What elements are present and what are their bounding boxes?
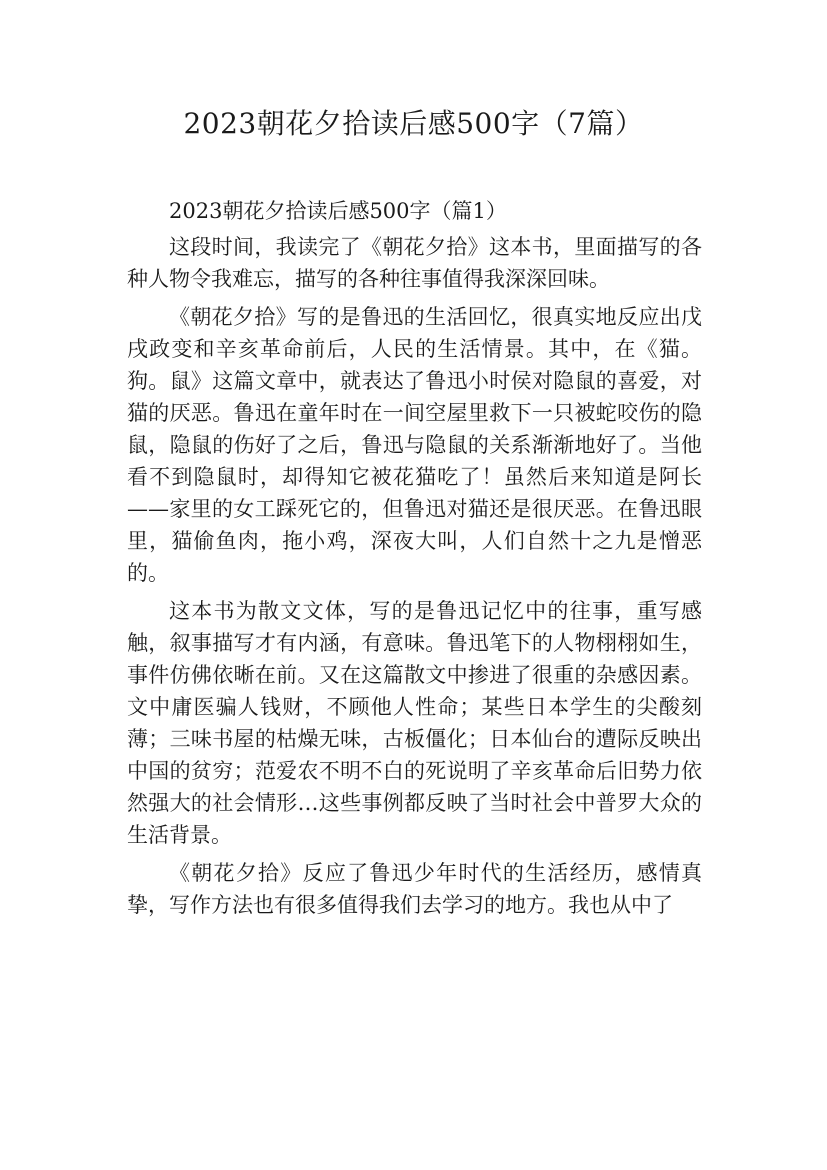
paragraph-4: 《朝花夕拾》反应了鲁迅少年时代的生活经历，感情真挚，写作方法也有很多值得我们去学习的地方。我也从中了 xyxy=(127,861,702,917)
section-heading: 2023朝花夕拾读后感500字（篇1） xyxy=(169,199,507,223)
document-body xyxy=(127,195,702,927)
paragraph-1: 这段时间，我读完了《朝花夕拾》这本书，里面描写的各种人物令我难忘，描写的各种往事值得我深深回味。 xyxy=(127,235,702,291)
paragraph-2: 《朝花夕拾》写的是鲁迅的生活回忆，很真实地反应出戊戌政变和辛亥革命前后，人民的生活情景。其中，在《猫。狗。鼠》这篇文章中，就表达了鲁迅小时侯对隐鼠的喜爱，对猫的厌恶。鲁迅在童年时在一间空屋里救下一只被蛇咬伤的隐鼠，隐鼠的伤好了之后，鲁迅与隐鼠的关系渐渐地好了。当他看不到隐鼠时，却得知它被花猫吃了！虽然后来知道是阿长——家里的女工踩死它的，但鲁迅对猫还是很厌恶。在鲁迅眼里，猫偷鱼肉，拖小鸡，深夜大叫，人们自然十之九是憎恶的。 xyxy=(127,305,702,585)
document-title: 2023朝花夕拾读后感500字（7篇） xyxy=(183,107,644,140)
paragraph-3: 这本书为散文文体，写的是鲁迅记忆中的往事，重写感触，叙事描写才有内涵，有意味。鲁迅笔下的人物栩栩如生，事件仿佛依晰在前。又在这篇散文中掺进了很重的杂感因素。文中庸医骗人钱财，不顾他人性命；某些日本学生的尖酸刻薄；三味书屋的枯燥无味，古板僵化；日本仙台的遭际反映出中国的贫穷；范爱农不明不白的死说明了辛亥革命后旧势力依然强大的社会情形…这些事例都反映了当时社会中普罗大众的生活背景。 xyxy=(127,599,702,847)
